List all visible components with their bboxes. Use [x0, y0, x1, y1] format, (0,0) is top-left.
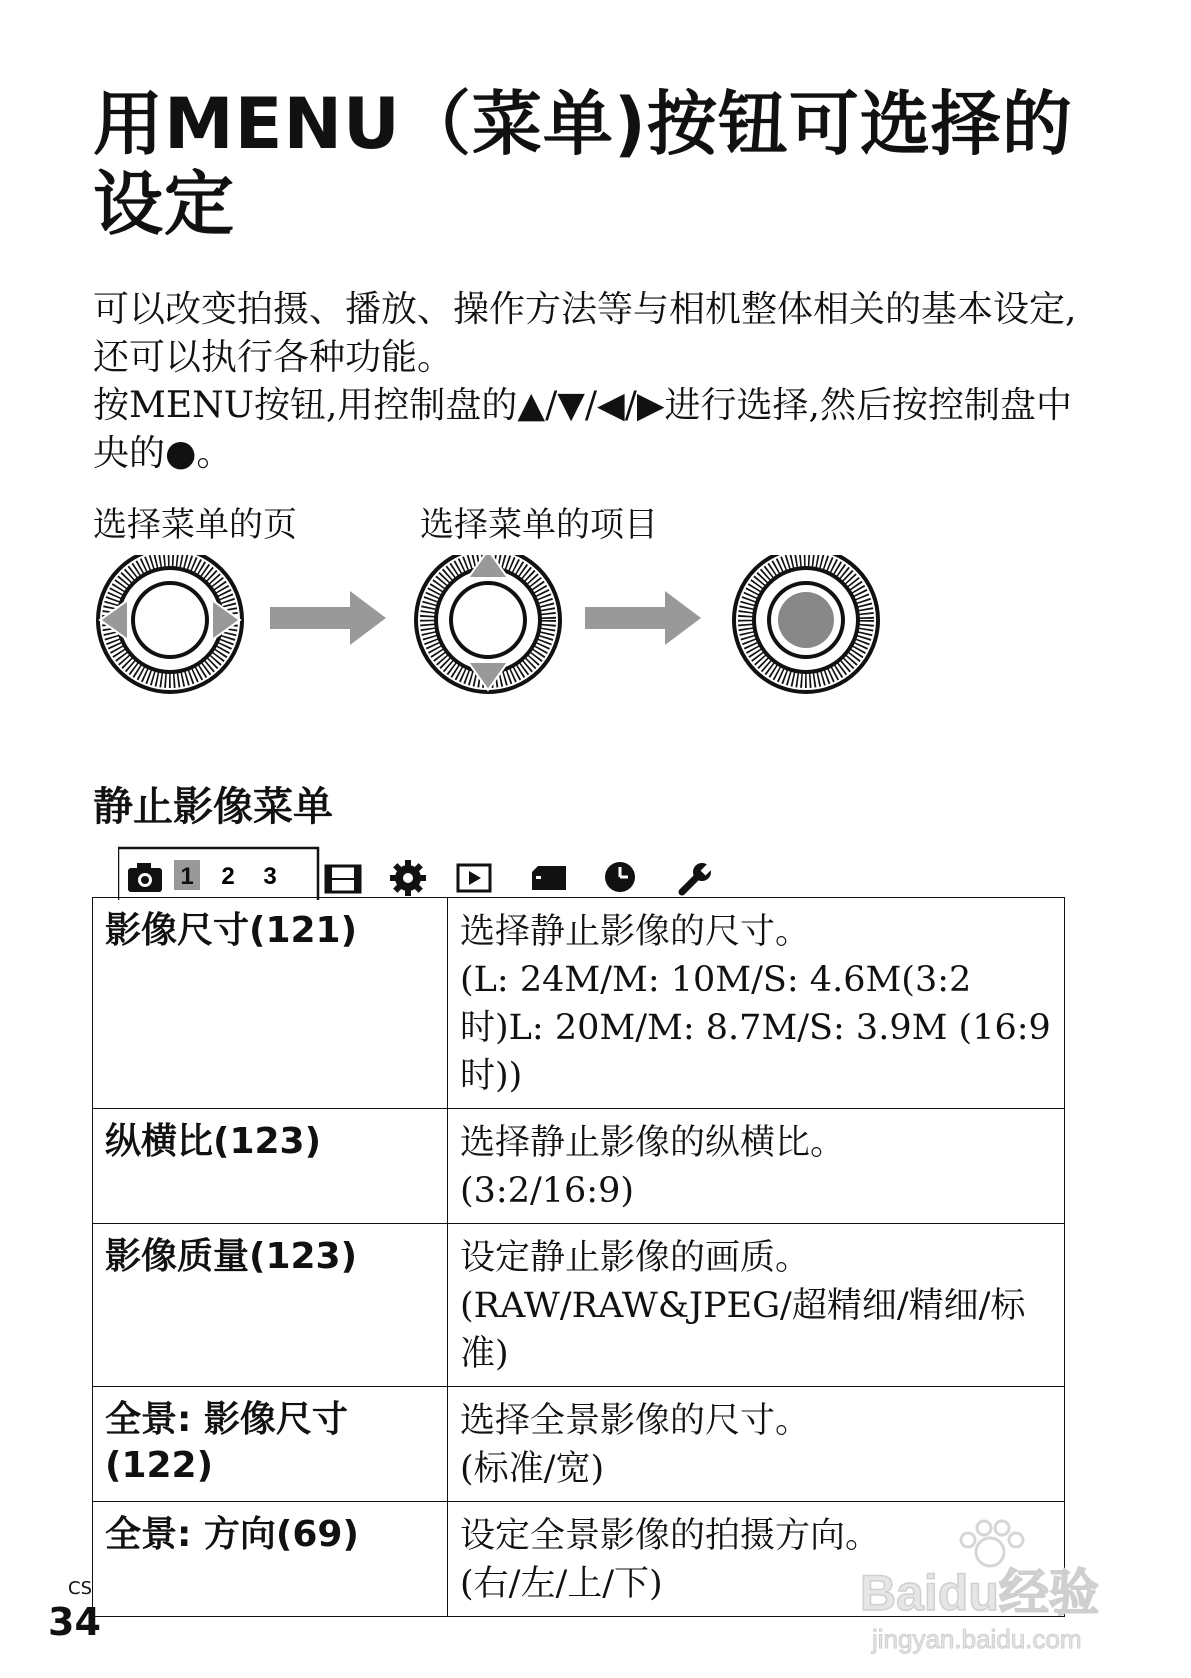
section-title: 静止影像菜单: [93, 784, 333, 830]
menu-item-description: [448, 1224, 1065, 1387]
language-code: CS: [68, 1578, 92, 1599]
watermark-brand: Baidu经验: [860, 1565, 1099, 1621]
menu-item-name: 纵横比(123): [93, 1109, 448, 1224]
still-image-menu-table: [92, 897, 1065, 1617]
menu-item-name: 影像质量(123): [93, 1224, 448, 1387]
menu-item-description: [448, 898, 1065, 1109]
menu-item-description: [448, 1109, 1065, 1224]
description-text: 选择静止影像的尺寸。: [460, 912, 811, 952]
camera-icon: [128, 863, 162, 892]
table-row: [93, 1109, 1065, 1224]
svg-text:1: 1: [180, 863, 194, 890]
description-text: 设定全景影像的拍摄方向。: [460, 1516, 881, 1556]
description-text: 设定静止影像的画质。: [460, 1238, 811, 1278]
control-dial-left-right: [98, 555, 242, 692]
page-title-line1: 用MENU（菜单)按钮可选择的: [93, 83, 1073, 165]
step-label-item: 选择菜单的项目: [420, 505, 658, 545]
description-text: 选择静止影像的纵横比。: [460, 1123, 846, 1163]
menu-item-name: 全景: 方向(69): [93, 1502, 448, 1617]
baidu-watermark: [850, 1510, 1150, 1660]
options-text: (标准/宽): [460, 1449, 605, 1489]
page-number: 34: [48, 1600, 101, 1644]
intro-paragraph-2: 按MENU按钮,用控制盘的▲/▼/◀/▶进行选择,然后按控制盘中央的●。: [93, 385, 1072, 474]
intro-paragraph-1: 可以改变拍摄、播放、操作方法等与相机整体相关的基本设定,还可以执行各种功能。: [93, 289, 1077, 378]
menu-item-name: 影像尺寸(121): [93, 898, 448, 1109]
movie-icon[interactable]: [326, 866, 360, 892]
playback-icon[interactable]: [458, 865, 490, 891]
table-row: [93, 1387, 1065, 1502]
control-dial-diagrams: [90, 555, 1090, 755]
control-dial-up-down: [416, 555, 560, 692]
page-title: [93, 84, 1073, 244]
wrench-icon[interactable]: [682, 863, 712, 892]
next-step-arrow-icon: [585, 591, 701, 645]
table-row: [93, 1224, 1065, 1387]
tab-page-2[interactable]: 2: [221, 863, 235, 890]
menu-tab-bar: [118, 840, 1118, 900]
table-row: [93, 898, 1065, 1109]
tab-page-1[interactable]: [174, 860, 200, 890]
options-text: (右/左/上/下): [460, 1564, 663, 1604]
description-text: 选择全景影像的尺寸。: [460, 1401, 811, 1441]
menu-item-name: 全景: 影像尺寸(122): [93, 1387, 448, 1502]
intro-text: [93, 286, 1093, 478]
watermark-url: jingyan.baidu.com: [872, 1624, 1082, 1654]
page-title-line2: 设定: [93, 163, 235, 245]
next-step-arrow-icon: [270, 591, 386, 645]
step-label-page: 选择菜单的页: [93, 505, 297, 545]
clock-icon[interactable]: [605, 862, 635, 892]
control-dial-center: [734, 555, 878, 692]
options-text: (L: 24M/M: 10M/S: 4.6M(3:2时)L: 20M/M: 8.7M/S: 3.9M (16:9时)): [460, 960, 1051, 1096]
center-button-icon: [778, 592, 834, 648]
gear-icon[interactable]: [390, 860, 426, 896]
menu-item-description: [448, 1387, 1065, 1502]
options-text: (3:2/16:9): [460, 1171, 635, 1211]
options-text: (RAW/RAW&JPEG/超精细/精细/标准): [460, 1286, 1026, 1374]
tab-page-3[interactable]: 3: [263, 863, 277, 890]
memory-card-icon[interactable]: [532, 866, 566, 890]
